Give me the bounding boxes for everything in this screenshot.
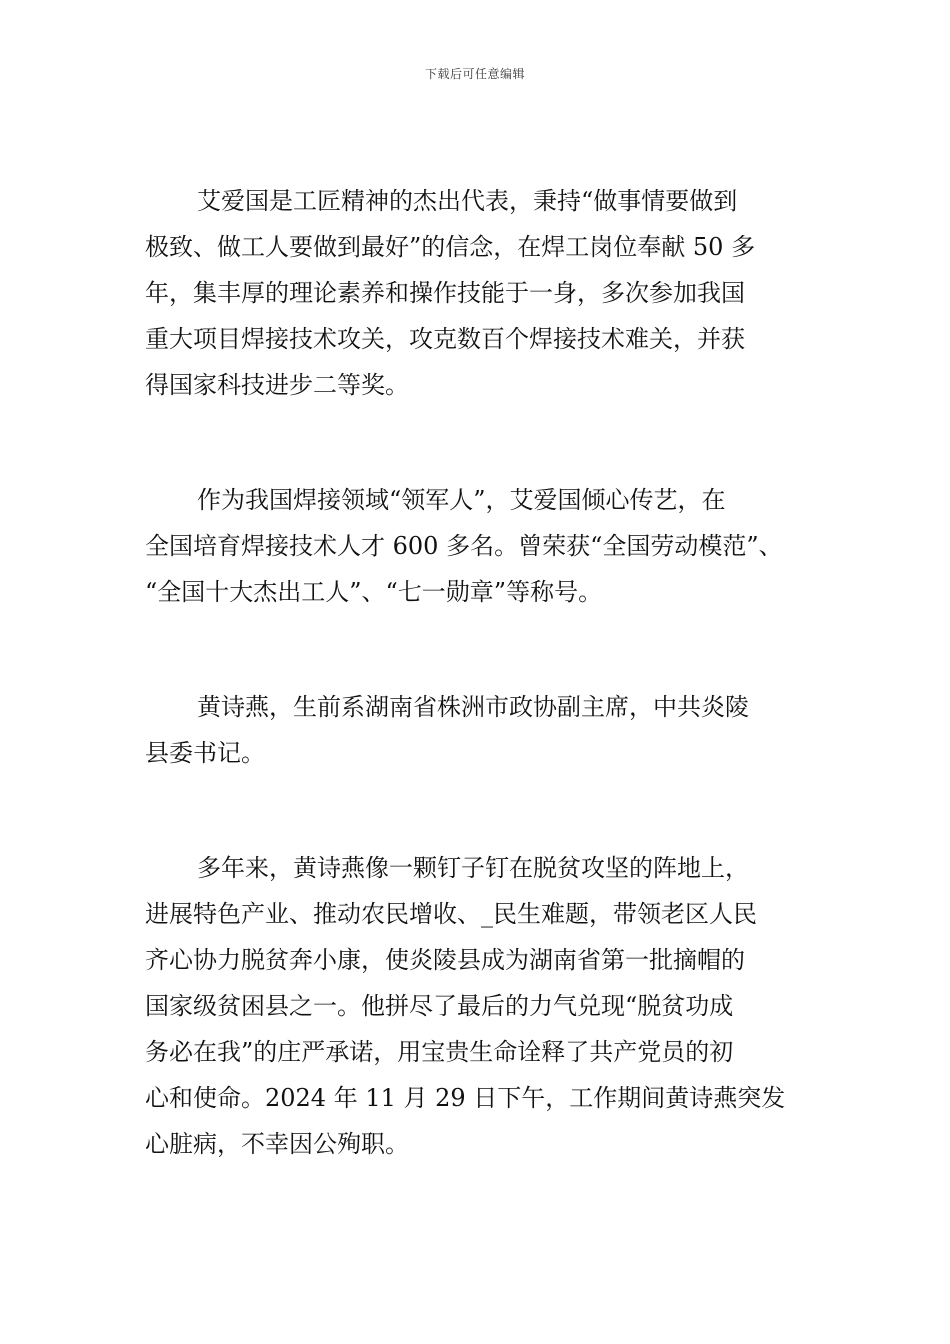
paragraph-line: 县委书记。 (145, 739, 265, 767)
paragraph-gap (145, 408, 807, 477)
paragraph-line: 进展特色产业、推动农民增收、_民生难题，带领老区人民 (145, 900, 757, 928)
page-header: 下载后可任意编辑 (424, 67, 525, 81)
paragraph-line: 年，集丰厚的理论素养和操作技能于一身，多次参加我国 (145, 279, 745, 307)
paragraph-line: 务必在我”的庄严承诺，用宝贵生命诠释了共产党员的初 (145, 1038, 734, 1066)
paragraph-line: 国家级贫困县之一。他拼尽了最后的力气兑现“脱贫功成 (145, 992, 734, 1020)
paragraph-gap (145, 776, 807, 845)
paragraph-line: 全国培育焊接技术人才 600 多名。曾荣获“全国劳动模范”、 (145, 532, 783, 560)
document-body (145, 178, 807, 1167)
paragraph-gap (145, 615, 807, 684)
paragraph-3 (145, 684, 807, 776)
paragraph-line: 心和使命。2024 年 11 月 29 日下午，工作期间黄诗燕突发 (145, 1084, 786, 1112)
paragraph-line: 得国家科技进步二等奖。 (145, 371, 409, 399)
paragraph-line: 心脏病，不幸因公殉职。 (145, 1130, 409, 1158)
paragraph-line: 黄诗燕，生前系湖南省株洲市政协副主席，中共炎陵 (197, 693, 749, 721)
paragraph-line: 齐心协力脱贫奔小康，使炎陵县成为湖南省第一批摘帽的 (145, 946, 745, 974)
paragraph-line: 重大项目焊接技术攻关，攻克数百个焊接技术难关，并获 (145, 325, 745, 353)
paragraph-line: 作为我国焊接领域“领军人”，艾爱国倾心传艺，在 (197, 486, 726, 514)
paragraph-4 (145, 845, 807, 1167)
paragraph-line: 艾爱国是工匠精神的杰出代表，秉持“做事情要做到 (197, 187, 738, 215)
paragraph-line: 多年来，黄诗燕像一颗钉子钉在脱贫攻坚的阵地上， (197, 854, 749, 882)
paragraph-line: “全国十大杰出工人”、“七一勋章”等称号。 (145, 578, 603, 606)
paragraph-line: 极致、做工人要做到最好”的信念，在焊工岗位奉献 50 多 (145, 233, 756, 261)
paragraph-1 (145, 178, 807, 408)
paragraph-2 (145, 477, 807, 615)
